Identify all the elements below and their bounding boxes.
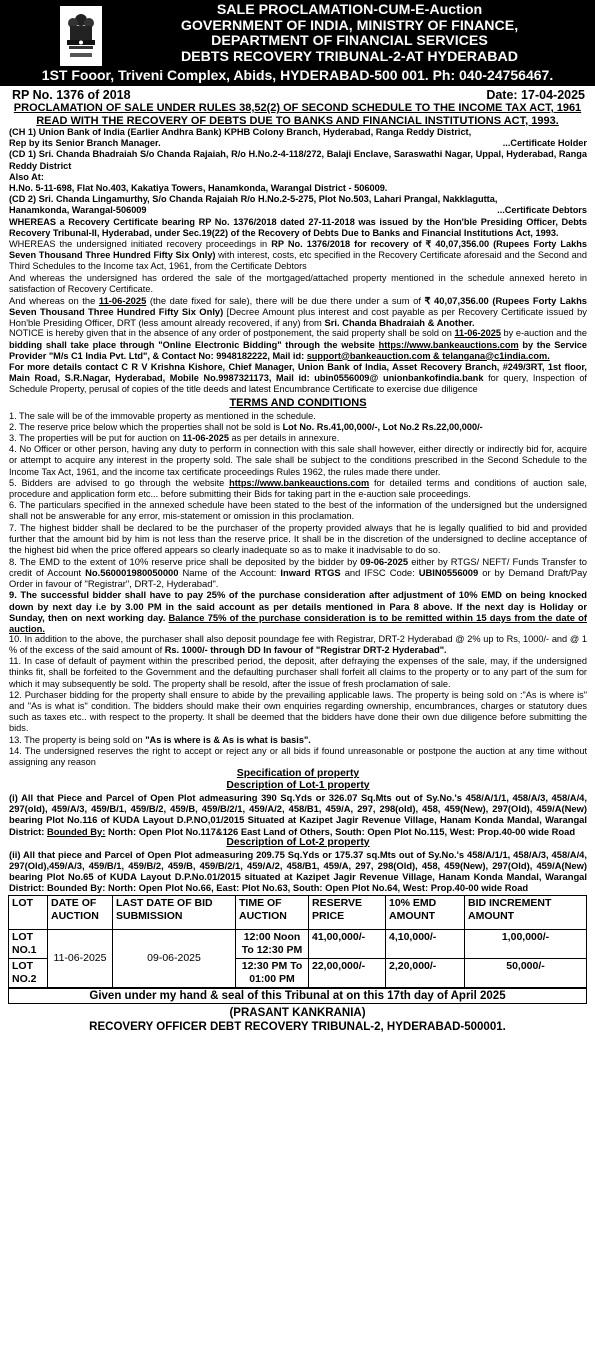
- terms-title: TERMS AND CONDITIONS: [229, 396, 367, 409]
- table-row: [9, 930, 587, 959]
- time-cell: 12:30 PM To 01:00 PM: [236, 959, 309, 988]
- term-10: [9, 634, 587, 656]
- term-5-rest: for detailed terms and conditions of auction sale, procedure and application form etc... before submitting their Bids for taking part in the e-auction sale proceedings.: [9, 477, 587, 499]
- specification-title: Specification of property: [236, 768, 360, 780]
- contact-rest: for query, Inspection of Schedule Property, perusal of copies of the title deeds and latest Encumbrance Certificate to exercise due diligence: [9, 373, 587, 395]
- lot1-description: [9, 792, 587, 836]
- term-9: [9, 589, 587, 633]
- given-under-hand: Given under my hand & seal of this Tribunal at on this 17th day of April 2025: [8, 988, 587, 1004]
- whereas-proceedings-amount: RP No. 1376/2018 for recovery of ₹ 40,07,356.00 (Rupees Forty Lakhs Seven Thousand Three Hundred Fifty Six Only): [9, 239, 587, 261]
- lot1-title: Description of Lot-1 property: [226, 780, 370, 792]
- proclamation-title: PROCLAMATION OF SALE UNDER RULES 38,52(2) OF SECOND SCHEDULE TO THE INCOME TAX ACT, 1961 READ WITH THE RECOVERY OF DEBTS DUE TO BANKS AND FINANCIAL INSTITUTIONS ACT, 1993.: [13, 102, 582, 127]
- officer-name: (PRASANT KANKRANIA): [229, 1007, 366, 1020]
- due-sum-names: Sri. Chanda Bhadraiah & Another.: [324, 317, 475, 329]
- lot2-description: (ii) All that piece and Parcel of Open Plot admeasuring 209.75 Sq.Yds or 175.37 sq.Mts out of Sy.No.'s 458/A/1/1, 458/A/3, 458/A/4, 297(Old),459/A/3, 459/B/1, 459/B/2, 459/B, 459/B/2/1, 459/A/2, 458/B1, 459/A, 297, 298(Old), 458, 459(New), 297(Old), 459/A(New) bearing Plot No.65 of KUDA Layout D.P.No.01/2015 situated at Kazipet Jagir Revenue Village, Hanam Konda Mandal, Warangal District: Bounded By: North: Open Plot No.66, East: Plot No.63, South: Open Plot No.64, West: Prop.40-00 wide Road: [9, 848, 587, 893]
- cd2-line2-row: [9, 205, 587, 216]
- term-13-text: 13. The property is being sold on: [9, 734, 146, 745]
- emd-cell: 4,10,000/-: [386, 930, 465, 959]
- notice-date: 11-06-2025: [454, 328, 501, 339]
- due-sum-text3: [Decree Amount plus interest and cost payable as per Recovery Certificate issued by Hon'ble Presiding Officer, DRT (less amount already recovered, if any) from: [9, 306, 587, 329]
- term-5-text: 5. Bidders are advised to go through the website: [9, 477, 230, 488]
- time-cell: 12:00 Noon To 12:30 PM: [236, 930, 309, 959]
- also-at-label: Also At:: [9, 171, 44, 182]
- header-address: 1ST Fooor, Triveni Complex, Abids, HYDERABAD-500 001. Ph: 040-24756467.: [41, 67, 554, 83]
- due-sum-date: 11-06-2025: [98, 295, 147, 307]
- contact-details: For more details contact C R V Krishna Kishore, Chief Manager, Union Bank of India, Asset Recovery Branch, #249/3RT, 1st floor, Main Road, S.R.Nagar, Hyderabad, Mobile No.9987321173, Mail id: ubin0556009@ unionbankofindia.bank: [9, 361, 587, 384]
- term-8-rest: or by Demand Draft/Pay Order in favour of "Registrar", DRT-2, Hyderabad".: [9, 567, 588, 590]
- auction-date-cell: 11-06-2025: [48, 930, 113, 988]
- col-bid-increment: BID INCREMENT AMOUNT: [465, 896, 587, 930]
- header-banner: [0, 0, 595, 86]
- table-header-row: [9, 896, 587, 930]
- lot1-text: (i) All that Piece and Parcel of Open Plot admeasuring 390 Sq.Yds or 326.07 Sq.Mts out of Sy.No.'s 458/A/1/1, 458/A/3, 458/A/4, 297(old), 459/A/3, 459/B/1, 459/B/2, 459/B, 459/B/2/1, 459/A/2, 458/B1, 459/A, 297, 298(old), 458, 459(New), 297(Old), 459/A(New) bearing Plot No.116 of KUDA Layout D.P.NO,01/2015 Situated at Kazipet Jagir Revenue Village, Hanam Konda Mandal, Warangal District:: [9, 792, 587, 837]
- notice-website-link[interactable]: https://www.bankeauctions.com: [378, 339, 519, 350]
- lot-cell: LOT NO.2: [9, 959, 48, 988]
- andwhereas-sale-order: And whereas the undersigned has ordered the sale of the mortgaged/attached property mentioned in the schedule annexed hereto in satisfaction of Recovery Certificate.: [9, 272, 587, 294]
- notice-paragraph: [9, 328, 587, 362]
- term-8-text3: Name of the Account:: [178, 567, 281, 579]
- col-lot: LOT: [9, 896, 48, 930]
- term-8-account: No.560001980050000: [85, 567, 179, 579]
- term-3-date: 11-06-2025: [182, 432, 229, 443]
- col-last-date-bid: LAST DATE OF BID SUBMISSION: [113, 896, 236, 930]
- header-tribunal: DEBTS RECOVERY TRIBUNAL-2-AT HYDERABAD: [180, 48, 519, 65]
- term-12: 12. Purchaser bidding for the property shall ensure to abide by the prevailing applicable laws. The property is being sold on :"As is where is" and "As is what is" condition. The bidders should make their own enquiries regarding ownership, encumbrances, charges or statutory dues such as taxes etc.. with respect to the property. It shall be deemed that the bidders have done their own due diligence before submitting the bids.: [9, 689, 587, 734]
- lot1-boundaries: North: Open Plot No.117&126 East Land of Others, South: Open Plot No.115, West: Prop.40-00 wide Road: [105, 825, 576, 837]
- term-3-rest: as per details in annexure.: [228, 432, 340, 443]
- whereas-recovery-certificate: WHEREAS a Recovery Certificate bearing RP No. 1376/2018 dated 27-11-2018 was issued by the Hon'ble Presiding Officer, Debts Recovery Tribunal-II, Hyderabad, under Sec.19(22) of the Recovery of Debts Due to Banks and Financial Institutions Act, 1993.: [9, 216, 587, 238]
- term-6: 6. The particulars specified in the annexed schedule have been stated to the best of the information of the undersigned but the undersigned shall not be answerable for any error, mis-statement or omission in this proclamation.: [9, 500, 587, 522]
- lot1-bounded-by: Bounded By:: [47, 825, 106, 837]
- lot2-title: Description of Lot-2 property: [226, 836, 370, 848]
- term-8-account-name: Inward RTGS: [280, 567, 341, 579]
- header-department: DEPARTMENT OF FINANCIAL SERVICES: [211, 33, 488, 50]
- col-reserve-price: RESERVE PRICE: [309, 896, 386, 930]
- whereas-proceedings: [9, 239, 587, 273]
- bid-date-cell: 09-06-2025: [113, 930, 236, 988]
- proclamation-date: Date: 17-04-2025: [486, 88, 585, 102]
- cd2-line1: (CD 2) Sri. Chanda Lingamurthy, S/o Chanda Rajaiah R/o H.No.2-5-275, Plot No.503, Lahari Prangal, Nakklagutta,: [9, 194, 498, 205]
- reserve-cell: 22,00,000/-: [309, 959, 386, 988]
- term-11: 11. In case of default of payment within the prescribed period, the deposit, after defraying the expenses of the sale, may, if the undersigned thinks fit, shall be forfeited to the Government and the defaulting purchaser shall forfeit all claims to the property or to any part of the sum for which it may subsequently be sold. The property shall be resold, after the issue of fresh proclamation of sale.: [9, 656, 587, 689]
- term-9-balance: Balance 75% of the purchase consideration is to be remitted within 15 days from the date of auction.: [9, 611, 587, 634]
- ch1-line2: Rep by its Senior Branch Manager.: [9, 138, 161, 149]
- header-ministry: GOVERNMENT OF INDIA, MINISTRY OF FINANCE,: [180, 17, 519, 34]
- term-5-website-link[interactable]: https://www.bankeauctions.com: [229, 477, 370, 488]
- term-8-text4: and IFSC Code:: [340, 567, 419, 579]
- notice-bidding: bidding shall take place through "Online Electronic Bidding" through the website: [9, 339, 379, 350]
- term-7: 7. The highest bidder shall be declared to be the purchaser of the property provided always that he is legally qualified to bid and provided further that the amount bid by him is not less than the reserve price. It shall be in the discretion of the undersigned to decline acceptance of the highest bid when the price offered appears so clearly inadequate so as to make it inadvisable to do so.: [9, 522, 587, 555]
- term-14: 14. The undersigned reserves the right to accept or reject any or all bids if found unreasonable or postpone the auction at any time without assigning any reason: [9, 745, 587, 768]
- auction-schedule-table: [8, 895, 587, 988]
- term-13-basis: "As is where is & As is what is basis".: [145, 734, 311, 745]
- lot-cell: LOT NO.1: [9, 930, 48, 959]
- rp-date-line: [0, 86, 595, 102]
- rp-number: RP No. 1376 of 2018: [12, 88, 131, 102]
- col-time-of-auction: TIME OF AUCTION: [236, 896, 309, 930]
- term-8-text: 8. The EMD to the extent of 10% reserve price shall be deposited by the bidder by: [9, 556, 361, 568]
- whereas-proceedings-rest: with interest, costs, etc specified in the Recovery Certificate aforesaid and the Second and Third Schedules to the Income tax Act, 1961, from the Certificate Debtors: [9, 250, 587, 272]
- certificate-debtors-role: ...Certificate Debtors: [497, 205, 587, 216]
- term-4: 4. No Officer or other person, having any duty to perform in connection with this sale shall however, either directly or indirectly bid for, acquire or attempt to acquire any interest in the property sold. The sale shall be subject to the conditions prescribed in the Second Schedule to the Income Tax Act, 1961, and the income tax certificate proceedings Rules 1962, the rules made there under.: [9, 444, 587, 477]
- notice-text: NOTICE is hereby given that in the absence of any order of postponement, the said property shall be sold on: [9, 328, 455, 339]
- andwhereas-due-sum: [9, 295, 587, 328]
- term-3: [9, 433, 587, 444]
- ch1-line2-row: [9, 138, 587, 149]
- term-2: [9, 422, 587, 433]
- increment-cell: 50,000/-: [465, 959, 587, 988]
- due-sum-text2: (the date fixed for sale), there will be due there under a sum of: [146, 295, 425, 307]
- ch1-line1: (CH 1) Union Bank of India (Earlier Andhra Bank) KPHB Colony Branch, Hyderabad, Ranga Reddy District,: [9, 127, 472, 137]
- col-emd-amount: 10% EMD AMOUNT: [386, 896, 465, 930]
- term-9-text: 9. The successful bidder shall have to pay 25% of the purchase consideration after adjustment of 10% EMD on being knocked down by next day i.e by 3.00 PM in the said account as per details mentioned in Para 8 above. If the next day is Holiday or Sunday, then on next working day.: [9, 589, 587, 623]
- cd2-line2: Hanamkonda, Warangal-506009: [9, 205, 147, 216]
- emd-cell: 2,20,000/-: [386, 959, 465, 988]
- increment-cell: 1,00,000/-: [465, 930, 587, 959]
- whereas-proceedings-text: WHEREAS the undersigned initiated recovery proceedings in: [9, 239, 272, 250]
- term-10-text: 10. In addition to the above, the purchaser shall also deposit poundage fee with Registrar, DRT-2 Hyderabad @ 2% up to Rs, 1000/- and @ 1 % of the excess of the said amount of: [9, 633, 587, 656]
- term-8: [9, 556, 587, 589]
- term-8-ifsc: UBIN0556009: [418, 567, 479, 579]
- term-8-text2: either by RTGS/ NEFT/ Funds Transfer to credit of Account: [9, 556, 587, 579]
- notice-provider: by the Service Provider "M/s C1 India Pvt. Ltd", & Contact No: 9948182222, Mail id:: [9, 339, 587, 361]
- due-sum-amount: ₹ 40,07,356.00 (Rupees Forty Lakhs Seven Thousand Three Hundred Fifty Six Only): [9, 295, 588, 318]
- document-body: [0, 127, 595, 893]
- term-13: [9, 735, 587, 746]
- term-5: [9, 478, 587, 500]
- contact-paragraph: [9, 362, 587, 396]
- col-date-of-auction: DATE OF AUCTION: [48, 896, 113, 930]
- reserve-cell: 41,00,000/-: [309, 930, 386, 959]
- officer-designation: RECOVERY OFFICER DEBT RECOVERY TRIBUNAL-2, HYDERABAD-500001.: [89, 1021, 506, 1034]
- cd1-address: (CD 1) Sri. Chanda Bhadraiah S/o Chanda Rajaiah, R/o H.No.2-4-118/272, Balaji Enclave, Saraswathi Nagar, Uppal, Hyderabad, Ranga Reddy District: [9, 149, 587, 171]
- term-10-dd: Rs. 1000/- through DD In favour of "Registrar DRT-2 Hyderabad".: [164, 645, 447, 656]
- term-8-date: 09-06-2025: [360, 556, 409, 568]
- national-emblem-icon: [60, 6, 102, 66]
- term-3-text: 3. The properties will be put for auction on: [9, 432, 183, 443]
- due-sum-text: And whereas on the: [9, 295, 99, 307]
- certificate-holder-role: ...Certificate Holder: [502, 138, 587, 149]
- term-1: 1. The sale will be of the immovable property as mentioned in the schedule.: [9, 410, 316, 421]
- notice-mail-link[interactable]: support@bankeauction.com & telangana@c1india.com.: [306, 350, 550, 361]
- cd1-also-address: H.No. 5-11-698, Flat No.403, Kakatiya Towers, Hanamkonda, Warangal District - 506009.: [9, 183, 388, 194]
- notice-text2: by e-auction and the: [500, 328, 587, 339]
- term-2-text: 2. The reserve price below which the properties shall not be sold is: [9, 421, 283, 432]
- header-title: SALE PROCLAMATION-CUM-E-Auction: [216, 2, 483, 18]
- term-2-reserve: Lot No. Rs.41,00,000/-, Lot No.2 Rs.22,00,000/-: [282, 421, 483, 432]
